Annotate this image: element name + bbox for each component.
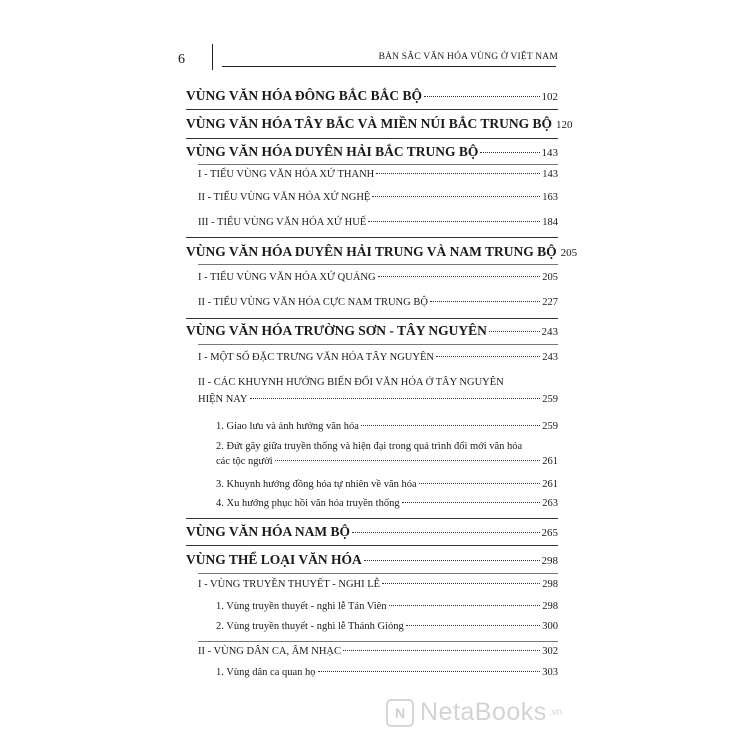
toc-entry[interactable] [186,352,558,363]
dot-leader [361,425,540,426]
toc-entry-page: 243 [542,352,558,363]
section-divider [186,109,558,110]
toc-entry-label: VÙNG THỂ LOẠI VĂN HÓA [186,552,362,567]
dot-leader [318,671,541,672]
dot-leader [275,460,541,461]
watermark-suffix: .vn [548,707,563,718]
toc-entry-page: 143 [542,169,558,180]
toc-entry-label: I - MỘT SỐ ĐẶC TRƯNG VĂN HÓA TÂY NGUYÊN [198,352,434,363]
section-divider [186,545,558,546]
subsection-divider [198,641,558,642]
dot-leader [406,625,541,626]
toc-entry-page: 265 [541,527,558,539]
subsection-divider [198,164,558,165]
dot-leader [430,301,540,302]
toc-entry[interactable] [186,88,558,104]
toc-entry[interactable] [186,479,558,490]
toc-entry-page: 205 [560,247,578,259]
toc-entry-page: 243 [541,326,558,338]
dot-leader [382,583,540,584]
toc-entry[interactable] [186,579,558,590]
dot-leader [376,173,540,174]
toc-entry[interactable] [186,646,558,657]
toc-entry[interactable] [186,377,558,405]
dot-leader [480,152,539,153]
toc-entry-label: II - VÙNG DÂN CA, ÂM NHẠC [198,646,342,657]
toc-entry-label: 2. Vùng truyền thuyết - nghi lễ Thánh Gióng [216,621,404,632]
toc-entry-first-line: 2. Đứt gãy giữa truyền thống và hiện đại trong quá trình đổi mới văn hóa [216,441,523,452]
toc-entry[interactable] [186,144,558,160]
dot-leader [364,560,540,561]
toc-entry[interactable] [186,272,558,283]
subsection-divider [198,573,558,574]
toc-entry-label: HIỆN NAY [198,394,248,405]
netabooks-logo-icon: N [386,699,414,727]
toc-entry-page: 205 [542,272,558,283]
watermark-text: NetaBooks [420,698,547,726]
toc-entry-label: 4. Xu hướng phục hồi văn hóa truyền thống [216,498,400,509]
dot-leader [343,650,540,651]
toc-entry[interactable] [186,498,558,509]
dot-leader [424,96,539,97]
toc-entry[interactable] [186,244,578,260]
toc-entry[interactable] [186,524,558,540]
toc-entry[interactable] [186,323,558,339]
toc-entry[interactable] [186,421,558,432]
toc-entry-page: 184 [542,217,558,228]
toc-entry-page: 261 [542,479,558,490]
toc-entry-page: 102 [541,91,558,103]
dot-leader [402,502,541,503]
toc-entry-page: 302 [542,646,558,657]
subsection-divider [198,344,558,345]
toc-entry-label: VÙNG VĂN HÓA DUYÊN HẢI BẮC TRUNG BỘ [186,144,479,159]
toc-entry-page: 298 [542,579,558,590]
toc-entry-page: 300 [542,621,558,632]
toc-entry-page: 227 [542,297,558,308]
toc-entry-page: 303 [542,667,558,678]
toc-entry-label: I - TIỂU VÙNG VĂN HÓA XỨ THANH [198,169,375,180]
section-divider [186,138,558,139]
toc-entry-label: VÙNG VĂN HÓA TRƯỜNG SƠN - TÂY NGUYÊN [186,323,487,338]
toc-entry[interactable] [186,217,558,228]
toc-entry-page: 163 [542,192,558,203]
toc-entry-page: 143 [541,147,558,159]
toc-entry-label: VÙNG VĂN HÓA NAM BỘ [186,524,351,539]
dot-leader [352,532,539,533]
running-header: BẢN SẮC VĂN HÓA VÙNG Ở VIỆT NAM [378,52,558,62]
toc-entry-page: 298 [541,555,558,567]
toc-entry-label: I - TIỂU VÙNG VĂN HÓA XỨ QUẢNG [198,272,376,283]
header-vertical-rule [212,44,213,70]
toc-entry-page: 259 [542,394,558,405]
toc-entry[interactable] [186,169,558,180]
page-number: 6 [178,52,185,67]
toc-entry-label: 1. Vùng truyền thuyết - nghi lễ Tản Viên [216,601,387,612]
toc-entry[interactable] [186,552,558,568]
dot-leader [250,398,541,399]
subsection-divider [198,264,558,265]
toc-entry[interactable] [186,441,558,467]
dot-leader [378,276,541,277]
toc-entry-label: 1. Vùng dân ca quan họ [216,667,316,678]
toc-entry[interactable] [186,601,558,612]
toc-entry[interactable] [186,667,558,678]
toc-entry[interactable] [186,621,558,632]
toc-entry-page: 120 [556,119,573,131]
toc-entry-label: VÙNG VĂN HÓA DUYÊN HẢI TRUNG VÀ NAM TRUNG BỘ [186,244,557,259]
dot-leader [489,331,540,332]
toc-entry-label: II - TIỂU VÙNG VĂN HÓA CỰC NAM TRUNG BỘ [198,297,428,308]
toc-entry-label: III - TIỂU VÙNG VĂN HÓA XỨ HUẾ [198,217,367,228]
section-divider [186,318,558,319]
watermark [386,698,562,727]
toc-entry-label: VÙNG VĂN HÓA TÂY BẮC VÀ MIỀN NÚI BẮC TRUNG BỘ [186,116,553,131]
toc-entry-page: 263 [542,498,558,509]
dot-leader [389,605,541,606]
dot-leader [419,483,541,484]
dot-leader [368,221,540,222]
toc-entry[interactable] [186,116,573,132]
toc-entry-label: I - VÙNG TRUYỀN THUYẾT - NGHI LỄ [198,579,381,590]
toc-entry-label: 1. Giao lưu và ảnh hưởng văn hóa [216,421,359,432]
dot-leader [372,196,540,197]
toc-entry-label: các tộc người [216,456,273,467]
toc-entry[interactable] [186,192,558,203]
toc-entry-page: 261 [542,456,558,467]
toc-entry-label: VÙNG VĂN HÓA ĐÔNG BẮC BẮC BỘ [186,88,423,103]
toc-entry-label: 3. Khuynh hướng đồng hóa tự nhiên về văn hóa [216,479,417,490]
section-divider [186,518,558,519]
toc-entry-first-line: II - CÁC KHUYNH HƯỚNG BIẾN ĐỔI VĂN HÓA Ở TÂY NGUYÊN [198,377,504,388]
toc-entry-page: 298 [542,601,558,612]
section-divider [186,237,558,238]
header-rule [222,66,556,67]
toc-entry-label: II - TIỂU VÙNG VĂN HÓA XỨ NGHỆ [198,192,371,203]
toc-entry-page: 259 [542,421,558,432]
toc-entry[interactable] [186,297,558,308]
dot-leader [436,356,540,357]
